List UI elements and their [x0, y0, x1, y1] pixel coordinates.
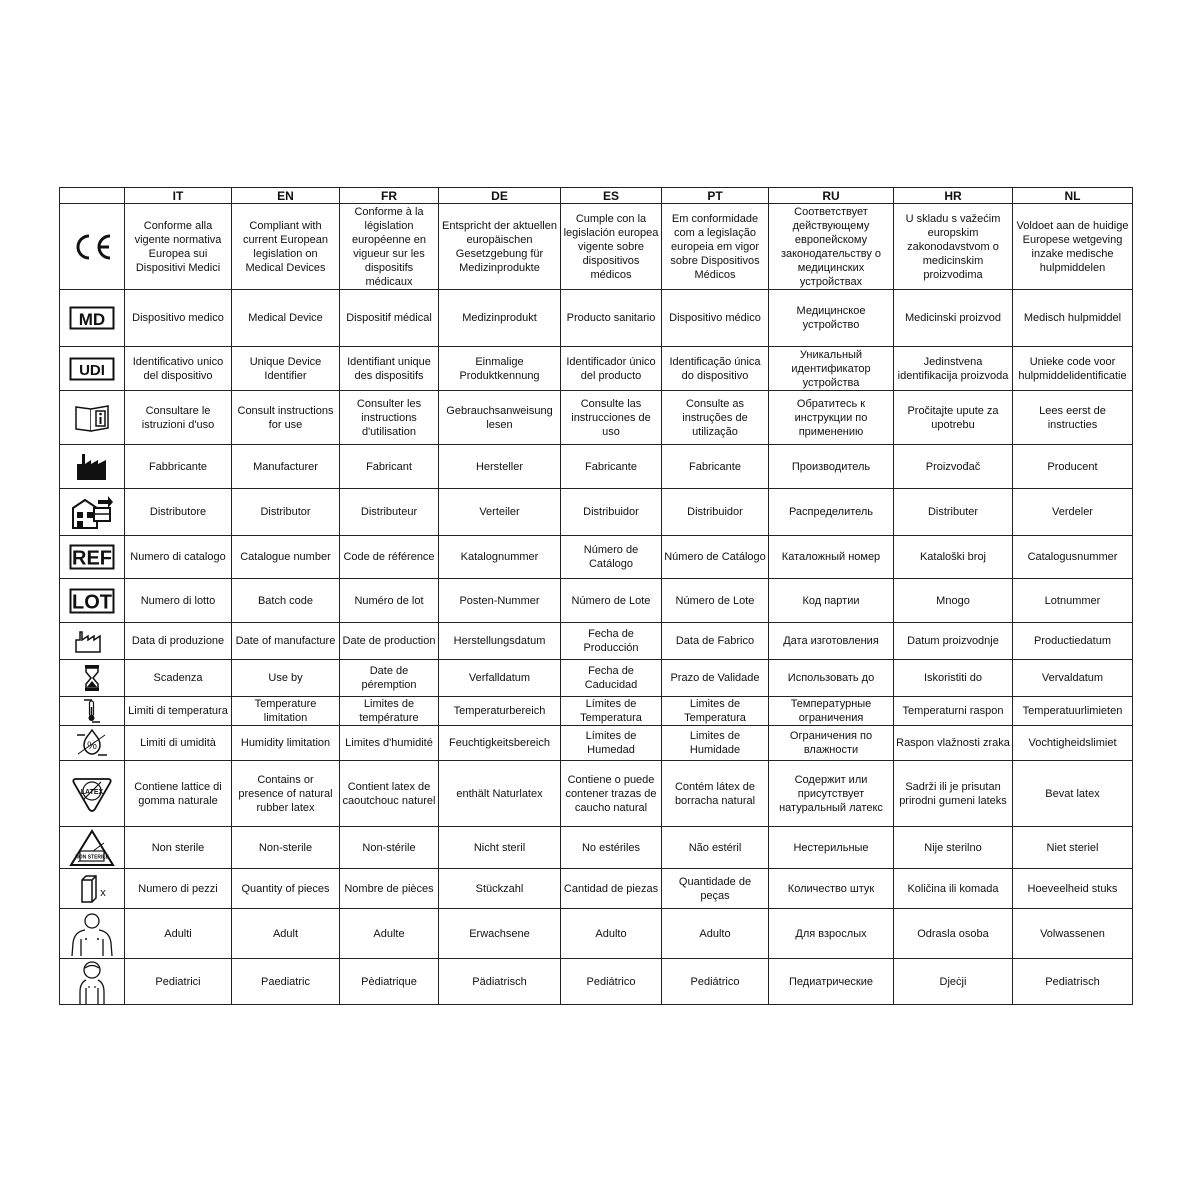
- table-cell: Limiti di umidità: [125, 726, 232, 761]
- table-cell: Scadenza: [125, 660, 232, 697]
- table-cell: Unieke code voor hulpmiddelidentificatie: [1013, 347, 1133, 391]
- table-cell: Producto sanitario: [561, 290, 662, 347]
- adult-icon: [60, 909, 125, 959]
- table-cell: enthält Naturlatex: [439, 761, 561, 827]
- table-cell: Proizvođač: [894, 445, 1013, 489]
- table-cell: Обратитесь к инструкции по применению: [769, 391, 894, 445]
- table-cell: Vochtigheidslimiet: [1013, 726, 1133, 761]
- table-cell: Límites de Temperatura: [561, 697, 662, 726]
- table-cell: Numéro de lot: [340, 579, 439, 623]
- header-cell: FR: [340, 188, 439, 204]
- table-cell: Consulte las instrucciones de uso: [561, 391, 662, 445]
- table-cell: Adulti: [125, 909, 232, 959]
- table-cell: Код партии: [769, 579, 894, 623]
- table-cell: Non-stérile: [340, 827, 439, 869]
- table-cell: Adulto: [662, 909, 769, 959]
- table-cell: Для взрослых: [769, 909, 894, 959]
- table-cell: Batch code: [232, 579, 340, 623]
- table-cell: Numero di pezzi: [125, 869, 232, 909]
- table-cell: Mnogo: [894, 579, 1013, 623]
- non-sterile-icon: [60, 827, 125, 869]
- table-row: [60, 697, 1133, 726]
- table-cell: Productiedatum: [1013, 623, 1133, 660]
- table-cell: Pediátrico: [662, 959, 769, 1005]
- table-cell: Djeċji: [894, 959, 1013, 1005]
- table-cell: Fecha de Producción: [561, 623, 662, 660]
- table-cell: Количество штук: [769, 869, 894, 909]
- table-cell: Fabricante: [662, 445, 769, 489]
- instructions-icon: [60, 391, 125, 445]
- table-cell: Limites de Temperatura: [662, 697, 769, 726]
- pediatric-icon: [60, 959, 125, 1005]
- table-cell: Медицинское устройство: [769, 290, 894, 347]
- table-cell: Distributer: [894, 489, 1013, 536]
- table-cell: Pediatrici: [125, 959, 232, 1005]
- table-row: [60, 623, 1133, 660]
- table-row: [60, 909, 1133, 959]
- table-cell: Contém látex de borracha natural: [662, 761, 769, 827]
- table-cell: Limiti di temperatura: [125, 697, 232, 726]
- table-row: [60, 660, 1133, 697]
- table-cell: Límites de Humedad: [561, 726, 662, 761]
- latex-icon: [60, 761, 125, 827]
- table-cell: Fabbricante: [125, 445, 232, 489]
- table-cell: Limites de Humidade: [662, 726, 769, 761]
- distributor-icon: [60, 489, 125, 536]
- table-cell: Dispositivo médico: [662, 290, 769, 347]
- table-cell: Hoeveelheid stuks: [1013, 869, 1133, 909]
- table-row: [60, 489, 1133, 536]
- table-cell: Содержит или присутствует натуральный латекс: [769, 761, 894, 827]
- table-cell: Adulto: [561, 909, 662, 959]
- table-cell: Distributore: [125, 489, 232, 536]
- table-cell: Medisch hulpmiddel: [1013, 290, 1133, 347]
- table-cell: Каталожный номер: [769, 536, 894, 579]
- manufacturer-icon: [60, 445, 125, 489]
- table-cell: Numero di lotto: [125, 579, 232, 623]
- table-cell: Limites de température: [340, 697, 439, 726]
- table-cell: Nicht steril: [439, 827, 561, 869]
- table-cell: Datum proizvodnje: [894, 623, 1013, 660]
- table-cell: Adulte: [340, 909, 439, 959]
- table-row: [60, 290, 1133, 347]
- table-row: [60, 579, 1133, 623]
- table-cell: Consultare le istruzioni d'uso: [125, 391, 232, 445]
- lot-icon: [60, 579, 125, 623]
- table-cell: No estériles: [561, 827, 662, 869]
- header-cell: HR: [894, 188, 1013, 204]
- table-cell: Fabricante: [561, 445, 662, 489]
- table-cell: Entspricht der aktuellen europäischen Gesetzgebung für Medizinprodukte: [439, 204, 561, 290]
- table-cell: Verdeler: [1013, 489, 1133, 536]
- table-cell: Quantidade de peças: [662, 869, 769, 909]
- table-cell: Lees eerst de instructies: [1013, 391, 1133, 445]
- table-cell: Temperatuurlimieten: [1013, 697, 1133, 726]
- svg-text:REF: REF: [72, 547, 112, 570]
- header-cell: IT: [125, 188, 232, 204]
- header-cell: EN: [232, 188, 340, 204]
- table-cell: Kataloški broj: [894, 536, 1013, 579]
- svg-text:%: %: [87, 740, 97, 752]
- table-cell: Identificativo unico del dispositivo: [125, 347, 232, 391]
- header-cell: PT: [662, 188, 769, 204]
- table-row: [60, 726, 1133, 761]
- ref-icon: [60, 536, 125, 579]
- table-cell: Medicinski proizvod: [894, 290, 1013, 347]
- table-cell: Date of manufacture: [232, 623, 340, 660]
- table-cell: Distributor: [232, 489, 340, 536]
- table-cell: Contiene lattice di gomma naturale: [125, 761, 232, 827]
- table-cell: Erwachsene: [439, 909, 561, 959]
- table-cell: Lotnummer: [1013, 579, 1133, 623]
- table-cell: Paediatric: [232, 959, 340, 1005]
- table-cell: Hersteller: [439, 445, 561, 489]
- table-cell: Einmalige Produktkennung: [439, 347, 561, 391]
- date-of-manufacture-icon: [60, 623, 125, 660]
- table-cell: Identifiant unique des dispositifs: [340, 347, 439, 391]
- table-cell: Использовать до: [769, 660, 894, 697]
- table-cell: Adult: [232, 909, 340, 959]
- table-cell: Compliant with current European legislation on Medical Devices: [232, 204, 340, 290]
- table-row: [60, 761, 1133, 827]
- table-cell: Temperature limitation: [232, 697, 340, 726]
- table-cell: Pediatrisch: [1013, 959, 1133, 1005]
- svg-text:LOT: LOT: [72, 591, 112, 613]
- table-cell: Date de péremption: [340, 660, 439, 697]
- table-cell: Quantity of pieces: [232, 869, 340, 909]
- table-cell: Vervaldatum: [1013, 660, 1133, 697]
- table-cell: Non sterile: [125, 827, 232, 869]
- table-cell: Code de référence: [340, 536, 439, 579]
- svg-text:MD: MD: [78, 310, 106, 329]
- table-cell: Ограничения по влажности: [769, 726, 894, 761]
- header-cell: ES: [561, 188, 662, 204]
- table-cell: Conforme alla vigente normativa Europea sui Dispositivi Medici: [125, 204, 232, 290]
- table-cell: Дата изготовления: [769, 623, 894, 660]
- ce-mark-icon: [60, 204, 125, 290]
- table-cell: Sadrži ili je prisutan prirodni gumeni lateks: [894, 761, 1013, 827]
- table-cell: Número de Catálogo: [561, 536, 662, 579]
- table-cell: Распределитель: [769, 489, 894, 536]
- table-cell: Voldoet aan de huidige Europese wetgeving inzake medische hulpmiddelen: [1013, 204, 1133, 290]
- svg-text:LATEX: LATEX: [80, 788, 104, 796]
- table-row: [60, 391, 1133, 445]
- table-cell: Fabricant: [340, 445, 439, 489]
- table-cell: Соответствует действующему европейскому законодательству о медицинских устройствах: [769, 204, 894, 290]
- table-cell: Temperaturbereich: [439, 697, 561, 726]
- table-cell: Pädiatrisch: [439, 959, 561, 1005]
- table-cell: Уникальный идентификатор устройства: [769, 347, 894, 391]
- table-cell: Non-sterile: [232, 827, 340, 869]
- table-row: [60, 347, 1133, 391]
- symbols-table: [59, 187, 1133, 1005]
- table-cell: Herstellungsdatum: [439, 623, 561, 660]
- table-cell: Limites d'humidité: [340, 726, 439, 761]
- table-cell: Consult instructions for use: [232, 391, 340, 445]
- table-cell: Verfalldatum: [439, 660, 561, 697]
- hourglass-icon: [60, 660, 125, 697]
- table-cell: Distributeur: [340, 489, 439, 536]
- table-cell: Stückzahl: [439, 869, 561, 909]
- table-cell: Fecha de Caducidad: [561, 660, 662, 697]
- table-cell: Data di produzione: [125, 623, 232, 660]
- quantity-icon: [60, 869, 125, 909]
- table-cell: Volwassenen: [1013, 909, 1133, 959]
- svg-text:x: x: [100, 886, 106, 899]
- table-cell: Contiene o puede contener trazas de caucho natural: [561, 761, 662, 827]
- table-cell: Não estéril: [662, 827, 769, 869]
- header-cell: [60, 188, 125, 204]
- table-cell: Posten-Nummer: [439, 579, 561, 623]
- table-cell: Нестерильные: [769, 827, 894, 869]
- table-cell: Температурные ограничения: [769, 697, 894, 726]
- table-cell: Odrasla osoba: [894, 909, 1013, 959]
- table-cell: Niet steriel: [1013, 827, 1133, 869]
- header-row: [60, 188, 1133, 204]
- table-row: [60, 827, 1133, 869]
- table-row: [60, 445, 1133, 489]
- table-cell: Identificador único del producto: [561, 347, 662, 391]
- table-cell: Nije sterilno: [894, 827, 1013, 869]
- udi-icon: [60, 347, 125, 391]
- table-row: [60, 959, 1133, 1005]
- table-cell: Catalogusnummer: [1013, 536, 1133, 579]
- table-cell: Nombre de pièces: [340, 869, 439, 909]
- thermometer-icon: [60, 697, 125, 726]
- table-cell: Data de Fabrico: [662, 623, 769, 660]
- humidity-icon: [60, 726, 125, 761]
- table-cell: Gebrauchsanweisung lesen: [439, 391, 561, 445]
- table-cell: Cantidad de piezas: [561, 869, 662, 909]
- table-cell: Medical Device: [232, 290, 340, 347]
- table-cell: Feuchtigkeitsbereich: [439, 726, 561, 761]
- table-cell: Numero di catalogo: [125, 536, 232, 579]
- md-icon: [60, 290, 125, 347]
- svg-text:NON STERILE: NON STERILE: [75, 854, 109, 860]
- table-cell: Производитель: [769, 445, 894, 489]
- table-cell: Katalognummer: [439, 536, 561, 579]
- table-cell: Contains or presence of natural rubber latex: [232, 761, 340, 827]
- table-cell: Em conformidade com a legislação europeia em vigor sobre Dispositivos Médicos: [662, 204, 769, 290]
- table-cell: Consulter les instructions d'utilisation: [340, 391, 439, 445]
- table-cell: Manufacturer: [232, 445, 340, 489]
- table-cell: Contient latex de caoutchouc naturel: [340, 761, 439, 827]
- header-cell: DE: [439, 188, 561, 204]
- table-cell: Producent: [1013, 445, 1133, 489]
- table-cell: Pročitajte upute za upotrebu: [894, 391, 1013, 445]
- header-cell: NL: [1013, 188, 1133, 204]
- table-cell: Humidity limitation: [232, 726, 340, 761]
- table-cell: Unique Device Identifier: [232, 347, 340, 391]
- table-cell: Bevat latex: [1013, 761, 1133, 827]
- table-cell: Verteiler: [439, 489, 561, 536]
- table-cell: Prazo de Validade: [662, 660, 769, 697]
- table-cell: Catalogue number: [232, 536, 340, 579]
- table-cell: Identificação única do dispositivo: [662, 347, 769, 391]
- table-cell: Distribuidor: [561, 489, 662, 536]
- table-cell: Temperaturni raspon: [894, 697, 1013, 726]
- header-cell: RU: [769, 188, 894, 204]
- table-cell: Número de Lote: [561, 579, 662, 623]
- table-cell: Medizinprodukt: [439, 290, 561, 347]
- table-cell: Distribuidor: [662, 489, 769, 536]
- table-cell: Consulte as instruções de utilização: [662, 391, 769, 445]
- table-cell: Dispositif médical: [340, 290, 439, 347]
- table-cell: Pèdiatrique: [340, 959, 439, 1005]
- table-cell: Raspon vlažnosti zraka: [894, 726, 1013, 761]
- table-cell: Dispositivo medico: [125, 290, 232, 347]
- table-row: [60, 869, 1133, 909]
- table-cell: Količina ili komada: [894, 869, 1013, 909]
- table-cell: Cumple con la legislación europea vigente sobre dispositivos médicos: [561, 204, 662, 290]
- table-cell: Iskoristiti do: [894, 660, 1013, 697]
- table-cell: Pediátrico: [561, 959, 662, 1005]
- table-cell: Jedinstvena identifikacija proizvoda: [894, 347, 1013, 391]
- svg-text:UDI: UDI: [79, 361, 105, 379]
- table-cell: Date de production: [340, 623, 439, 660]
- table-cell: Use by: [232, 660, 340, 697]
- table-cell: Conforme à la législation européenne en vigueur sur les dispositifs médicaux: [340, 204, 439, 290]
- table-cell: Número de Catálogo: [662, 536, 769, 579]
- table-cell: Número de Lote: [662, 579, 769, 623]
- table-cell: Педиатрические: [769, 959, 894, 1005]
- table-cell: U skladu s važećim europskim zakonodavstvom o medicinskim proizvodima: [894, 204, 1013, 290]
- table-row: [60, 536, 1133, 579]
- table-row: [60, 204, 1133, 290]
